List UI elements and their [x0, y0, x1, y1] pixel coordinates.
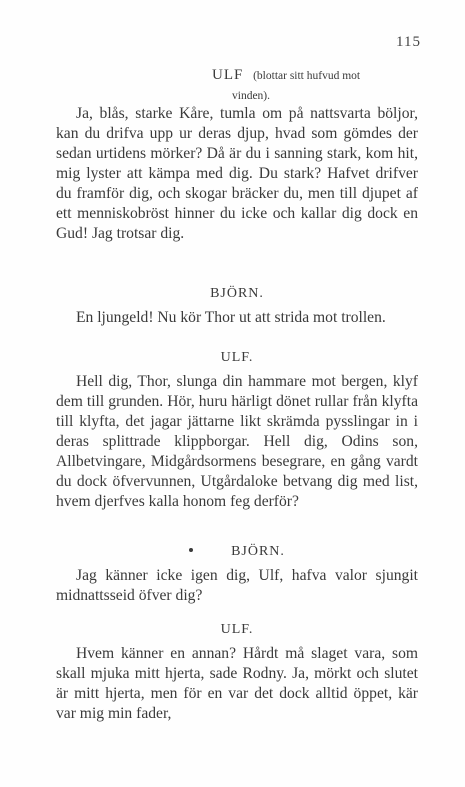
stage-direction: (blottar sitt hufvud mot [253, 70, 361, 82]
paragraph-text: En ljungeld! Nu kör Thor ut att strida mot trollen. [76, 309, 386, 326]
speaker-heading: ULF. [220, 622, 254, 637]
passage-5 [56, 620, 418, 724]
bullet-dot [189, 548, 193, 552]
speaker-heading: ULF. [220, 350, 254, 365]
opening-speaker-heading [212, 65, 422, 106]
paragraph-text: Jag känner icke igen dig, Ulf, hafva valor sjungit midnattsseid öfver dig? [56, 567, 418, 604]
paragraph-text: Ja, blås, starke Kåre, tumla om på nattsvarta böljor, kan du drifva upp ur deras djup, hvad som gömdes der sedan urtidens mörker? Då är du i sanning stark, kom hit, mig lyster att kämpa med dig. Du stark? Hafvet drifver du framför dig, och skogar bräcker du, men till djupet af ett menniskobröst hinner du icke och kallar dig dock en Gud! Jag trotsar dig. [56, 105, 418, 242]
speaker-heading-text: BJÖRN. [231, 544, 285, 559]
speaker-heading: BJÖRN. [210, 286, 264, 301]
page-number: 115 [396, 34, 421, 50]
paragraph-text: Hvem känner en annan? Hårdt må slaget vara, som skall mjuka mitt hjerta, sade Rodny. Ja, mörkt och slutet är mitt hjerta, men för en var det dock alltid öppet, kär var mig min fader, [56, 645, 418, 722]
stage-direction-continued: vinden). [232, 90, 271, 102]
passage-2 [56, 284, 418, 328]
speaker-heading [56, 542, 418, 562]
speaker-name: ULF [212, 67, 244, 83]
passage-4 [56, 542, 418, 606]
passage-1 [56, 104, 418, 244]
passage-3 [56, 348, 418, 512]
paragraph-text: Hell dig, Thor, slunga din hammare mot bergen, klyf dem till grunden. Hör, huru härligt dönet rullar från klyfta till klyfta, det jagar jättarne likt skrämda pysslingar in i deras splittrade klippborgar. Hell dig, Odins son, Allbetvingare, Midgårdsormens besegrare, en gång vardt du dock öfvervunnen, Utgårdaloke betvang dig med list, hvem djerfves kalla honom feg derför? [56, 373, 418, 510]
